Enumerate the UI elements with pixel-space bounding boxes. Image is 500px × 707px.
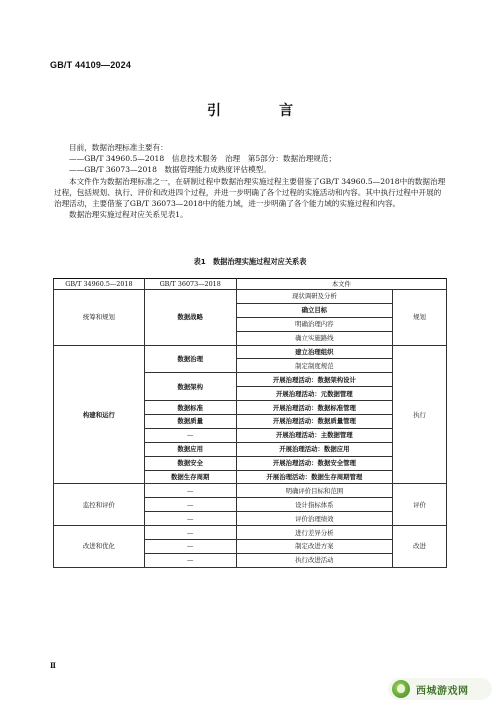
activity-cell: 开展治理活动：元数据管理 [236, 387, 393, 401]
process-cell: 执行 [393, 345, 447, 484]
paragraph: 数据治理实施过程对应关系见表1。 [69, 210, 188, 220]
activity-cell: 开展治理活动：数据架构设计 [236, 373, 393, 387]
table-row [54, 484, 447, 498]
table-header-row [54, 279, 447, 290]
column-header: 本文件 [236, 279, 446, 290]
table-row [54, 290, 447, 304]
watermark-text: 西城游戏网 [416, 685, 469, 697]
domain-cell: — [144, 540, 236, 554]
mascot-logo-icon [392, 680, 410, 698]
paragraph: 目前，数据治理标准主要有： [69, 143, 168, 152]
table-row [54, 526, 447, 540]
domain-cell: — [144, 484, 236, 498]
page-number: Ⅱ [50, 661, 56, 670]
activity-cell: 开展治理活动：数据应用 [236, 442, 393, 456]
domain-cell: 数据安全 [144, 456, 236, 470]
mapping-table [53, 278, 447, 568]
domain-cell: 数据生存周期 [144, 470, 236, 484]
watermark-badge [388, 678, 492, 700]
activity-cell: 现状调研及分析 [236, 290, 393, 304]
domain-cell: — [144, 526, 236, 540]
process-cell: 改进 [393, 526, 447, 568]
activity-cell: 明确治理内容 [236, 317, 393, 331]
domain-cell: — [144, 512, 236, 526]
paragraph: 本文件作为数据治理标准之一，在研制过程中数据治理实施过程主要借鉴了GB/T 34960.5—2018中的数据治理过程，包括规划、执行、评价和改进四个过程，并进一步明确了各个过程的实施活动和内容。其中执行过程中开展的治理活动，主要借鉴了GB/T 36073—2018中的能力域，进一步明确了各个能力域的实施过程和内容。 [54, 176, 446, 209]
activity-cell: 开展治理活动：数据生存周期管理 [236, 470, 393, 484]
table-row [54, 345, 447, 359]
domain-cell: — [144, 428, 236, 442]
domain-cell: 数据架构 [144, 373, 236, 401]
paragraph: ——GB/T 36073—2018 数据管理能力成熟度评估模型。 [69, 165, 271, 175]
activity-cell: 开展治理活动：主数据管理 [236, 428, 393, 442]
domain-cell: 数据质量 [144, 415, 236, 429]
paragraph: ——GB/T 34960.5—2018 信息技术服务 治理 第5部分：数据治理规范； [69, 154, 337, 164]
standard-code: GB/T 44109—2024 [50, 60, 132, 70]
domain-cell: — [144, 553, 236, 567]
activity-cell: 评价治理绩效 [236, 512, 393, 526]
activity-cell: 确立目标 [236, 303, 393, 317]
stage-cell: 构建和运行 [54, 345, 145, 484]
domain-cell: 数据治理 [144, 345, 236, 373]
section-title: 引 言 [207, 103, 315, 119]
activity-cell: 设计指标体系 [236, 498, 393, 512]
column-header: GB/T 34960.5—2018 [54, 279, 145, 290]
stage-cell: 监控和评价 [54, 484, 145, 526]
activity-cell: 进行差异分析 [236, 526, 393, 540]
activity-cell: 制定制度规范 [236, 359, 393, 373]
intro-body [54, 142, 448, 220]
stage-cell: 改进和优化 [54, 526, 145, 568]
activity-cell: 明确评价目标和范围 [236, 484, 393, 498]
domain-cell: 数据战略 [144, 290, 236, 346]
table-caption: 表1 数据治理实施过程对应关系表 [193, 257, 307, 266]
activity-cell: 执行改进活动 [236, 553, 393, 567]
activity-cell: 建立治理组织 [236, 345, 393, 359]
process-cell: 规划 [393, 290, 447, 346]
activity-cell: 确立实施路线 [236, 331, 393, 345]
activity-cell: 开展治理活动：数据标准管理 [236, 401, 393, 415]
activity-cell: 开展治理活动：数据安全管理 [236, 456, 393, 470]
domain-cell: — [144, 498, 236, 512]
domain-cell: 数据应用 [144, 442, 236, 456]
column-header: GB/T 36073—2018 [144, 279, 236, 290]
activity-cell: 制定改进方案 [236, 540, 393, 554]
process-cell: 评价 [393, 484, 447, 526]
stage-cell: 统筹和规划 [54, 290, 145, 346]
domain-cell: 数据标准 [144, 401, 236, 415]
activity-cell: 开展治理活动：数据质量管理 [236, 415, 393, 429]
